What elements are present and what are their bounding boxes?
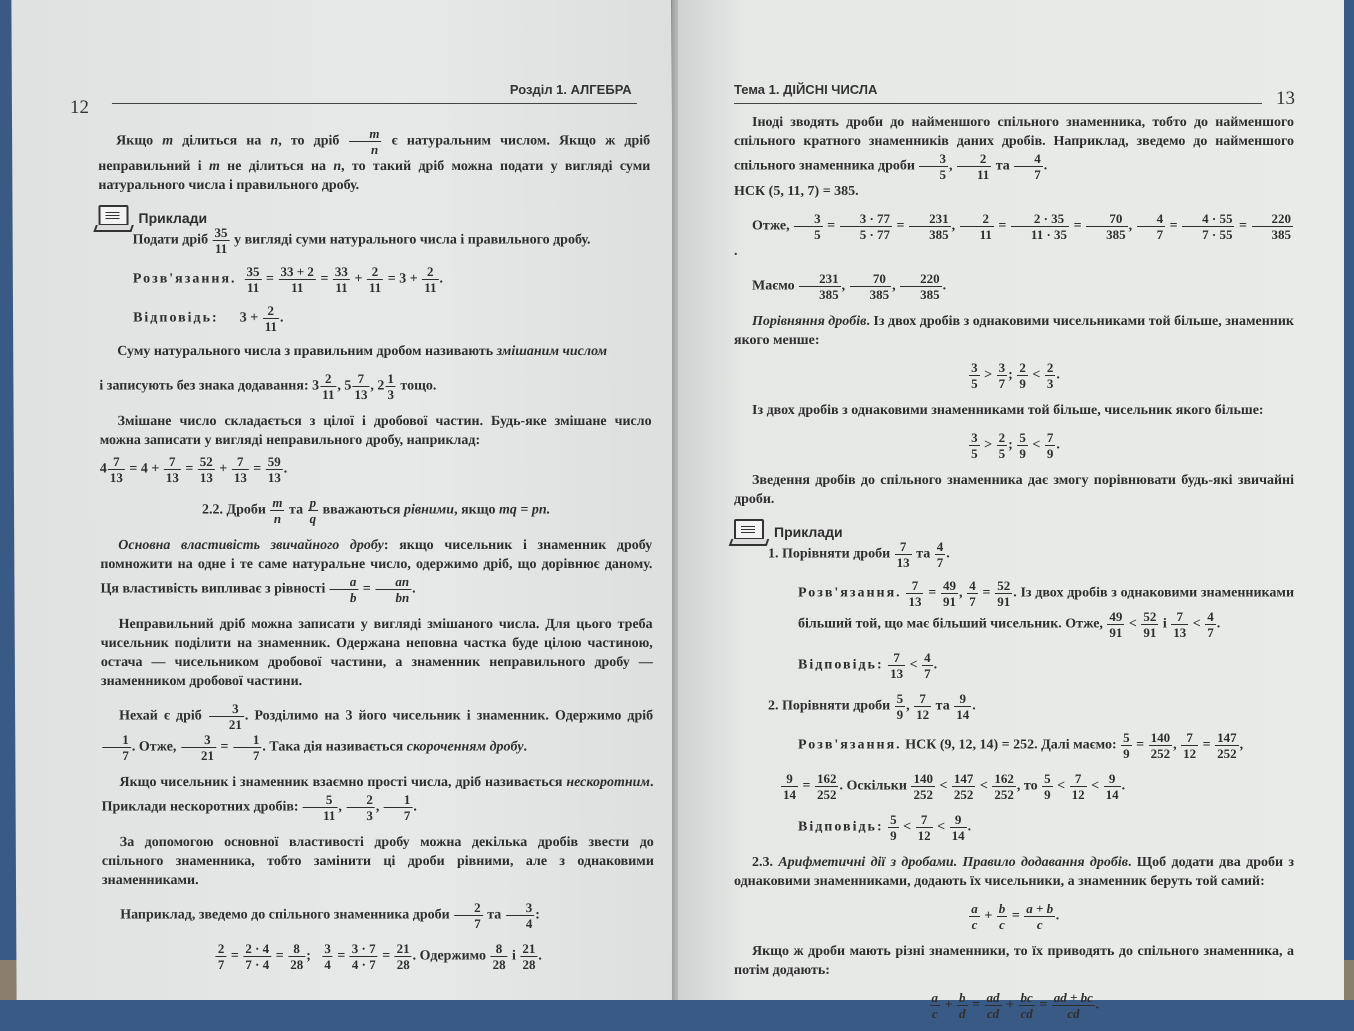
- text: Якщо чисельник і знаменник взаємно прості числа, дріб називається: [119, 775, 563, 790]
- text: : якщо чисельник і знаменник дробу помножити на одне і те саме натуральне число, одержимо дріб, що дорівнює даному. Ця властивість випливає з рівності: [100, 538, 653, 597]
- text: Отже,: [752, 218, 790, 234]
- term: Основна властивість звичайного дробу: [118, 538, 384, 553]
- header-rule: [112, 103, 637, 104]
- term: нескоротним: [566, 775, 651, 790]
- text: . Отже,: [131, 739, 177, 755]
- text: Суму натурального числа з правильним дробом називають: [117, 344, 494, 359]
- text: Іноді зводять дроби до найменшого спільного знаменника, тобто до найменшого спільного кратного знаменників даних дробів. Наприклад, зведемо до найменшого спільного знаменника дроби: [734, 115, 1294, 174]
- text: НСК (5, 11, 7) = 385.: [734, 184, 859, 199]
- text: тощо.: [400, 378, 437, 394]
- text: . Оскільки: [839, 778, 907, 794]
- page-number: 13: [1276, 88, 1295, 109]
- text: Одержимо: [419, 948, 487, 964]
- text: та: [916, 546, 931, 562]
- text: Із двох дробів з однаковими знаменниками той більше, чисельник якого більше:: [752, 403, 1264, 418]
- text: . Щоб додати два дроби з однаковими знаменниками, додають їх чисельники, а знаменник беруть той самий:: [734, 855, 1295, 889]
- text: і: [511, 948, 516, 964]
- text: 2.2. Дроби: [201, 502, 266, 518]
- text: . Із двох дробів з однаковими чисельниками той більше, знаменник якого менше:: [734, 314, 1294, 348]
- text: Наприклад, зведемо до спільного знаменника дроби: [120, 907, 450, 923]
- text: . Із двох дробів з однаковими знаменниками більший той, що має більший чисельник. Отже,: [798, 585, 1295, 632]
- right-text: Іноді зводять дроби до найменшого спільного знаменника, тобто до найменшого спільного кратного знаменників даних дробів. Наприклад, зведемо до найменшого спільного знаменника дроби $\frac{3}{5}$ , $\frac{2}{11}$ та $\frac{4}{7}$ . НСК (5, 11, 7) = 385. Отже, $\frac{3}{5}$ = $\frac{3 \cdot 77}{5 \cdot 77}$ = $\frac{231}{385}$ , $\frac{2}{11}$ = $\frac{2 \cdot 35}{11 \cdot 35}$ = $\frac{70}{385}$ , $\frac{4}{7}$ = $\frac{4 \cdot 55}{7 \cdot 55}$ = $\frac{220}{385}$ . Маємо $\frac{231}{385}$ , $\frac{70}{385}$ , $\frac{220}{385}$ . Порівняння дробів. Із двох дробів з однаковими чисельниками той більше, знаменник якого менше: $\frac{3}{5}$ > $\frac{3}{7}$ ; $\frac{2}{9}$ < $\frac{2}{3}$ . Із двох дробів з однаковими знаменниками той більше, чисельник якого більше: $\frac{3}{5}$ > $\frac{2}{5}$ ; $\frac{5}{9}$ < $\frac{7}{9}$ . Зведення дробів до спільного знаменника дає змогу порівнювати будь-які звичайні дроби. Приклади 1. Порівняти дроби $\frac{7}{13}$ та $\frac{4}{7}$ . Розв'язання. $\frac{7}{13}$ = $\frac{49}{91}$ , $\frac{4}{7}$ = $\frac{52}{91}$ . Із двох дробів з однаковими знаменниками більший той, що має більший чисельник. Отже, $\frac{49}{91}$ < $\frac{52}{91}$ і $\frac{7}{13}$ < $\frac{4}{7}$ . Відповідь: $\frac{7}{13}$ < $\frac{4}{7}$ . 2. Порівняти дроби $\frac{5}{9}$ , $\frac{7}{12}$ та $\frac{9}{14}$ . Розв'язання. НСК (9, 12, 14) = 252. Далі маємо: $\frac{5}{9}$ = $\frac{140}{252}$ , $\frac{7}{12}$ = $\frac{147}{252}$ , $\frac{9}{14}$ = $\frac{162}{252}$ . Оскільки $\frac{140}{252}$ < $\frac{147}{252}$ < $\frac{162}{252}$ , то $\frac{5}{9}$ < $\frac{7}{12}$ < $\frac{9}{14}$ . Відповідь: $\frac{5}{9}$ < $\frac{7}{12}$ < $\frac{9}{14}$ . 2.3. Арифметичні дії з дробами. Правило додавання дробів. Щоб додати два дроби з однаковими знаменниками, додають їх чисельники, а знаменник беруть той самий: $\frac{a}{c}$ + $\frac{b}{c}$ = $\frac{a + b}{c}$ . Якщо ж дроби мають різні знаменники, то їх приводять до спільного знаменника, а потім додають: $\frac{a}{c}$ + $\frac{b}{d}$ = $\frac{ad}{cd}$ + $\frac{bc}{cd}$ = $\frac{ad + bc}{cd}$ .: [734, 113, 1294, 1031]
- text: 2. Порівняти дроби: [768, 698, 891, 714]
- text: та: [995, 158, 1010, 174]
- text: НСК (9, 12, 14) = 252. Далі маємо:: [905, 737, 1117, 753]
- answer-label: Відповідь:: [798, 657, 884, 673]
- answer-label: Відповідь:: [798, 819, 884, 835]
- text: та: [935, 698, 950, 714]
- text: Неправильний дріб можна записати у вигляді змішаного числа. Для цього треба чисельник поділити на знаменник. Одержана неповна частка буде цілою частиною, остача — чисельником дробової частини, а знаменник неправильного дробу — знаменником дробової частини.: [100, 617, 653, 689]
- section-title: Арифметичні дії з дробами. Правило додавання дробів: [778, 855, 1128, 870]
- term: скороченням дробу: [406, 739, 524, 755]
- text: та: [487, 907, 502, 923]
- page-number: 12: [69, 97, 89, 118]
- term: змішаним числом: [496, 344, 608, 359]
- term: Порівняння дробів: [752, 314, 867, 329]
- answer-label: Відповідь:: [133, 310, 219, 326]
- text: і записують без знака додавання:: [99, 378, 309, 394]
- solution-label: Розв'язання.: [132, 271, 237, 287]
- running-head: Тема 1. ДІЙСНІ ЧИСЛА: [734, 82, 878, 97]
- solution-label: Розв'язання.: [798, 585, 902, 601]
- text: Якщо: [116, 133, 154, 149]
- text: , то такий дріб можна подати у вигляді суми натурального числа і правильного дробу.: [98, 159, 651, 193]
- text: . Приклади нескоротних дробів:: [101, 775, 654, 815]
- examples-title: Приклади: [774, 523, 843, 540]
- text: , то: [1016, 778, 1038, 794]
- text: Подати дріб: [132, 232, 209, 248]
- text: 1. Порівняти дроби: [768, 546, 891, 562]
- text: не ділиться на: [227, 159, 327, 174]
- header-rule: [734, 103, 1262, 104]
- text: ділиться на: [182, 133, 262, 149]
- text: у вигляді суми натурального числа і правильного дробу.: [234, 232, 591, 248]
- text: За допомогою основної властивості дробу можна декілька дробів звести до спільного знаменника, тобто замінити ці дроби рівними, але з однаковими знаменниками.: [101, 835, 654, 888]
- running-head: Розділ 1. АЛГЕБРА: [509, 82, 632, 97]
- right-page: [678, 0, 1344, 1021]
- text: Нехай є дріб: [119, 708, 202, 724]
- text: Змішане число складається з цілої і дробової частин. Будь-яке змішане число можна записати у вигляді неправильного дробу, наприклад:: [99, 414, 652, 448]
- laptop-icon: [94, 205, 130, 231]
- left-text: Якщо m ділиться на n, то дріб $\frac{m}{n}$ є натуральним числом. Якщо ж дріб неправильний і m не ділиться на n, то такий дріб можна подати у вигляді суми натурального числа і правильного дробу. Приклади Подати дріб $\frac{35}{11}$ у вигляді суми натурального числа і правильного дробу. Розв'язання. $\frac{35}{11}$ = $\frac{33 + 2}{11}$ = $\frac{33}{11}$ + $\frac{2}{11}$ = 3 + $\frac{2}{11}$ . Відповідь: 3 + $\frac{2}{11}$ . Суму натурального числа з правильним дробом називають змішаним числом і записують без знака додавання: 3 $\frac{2}{11}$ , 5 $\frac{7}{13}$ , 2 $\frac{1}{3}$ тощо. Змішане число складається з цілої і дробової частин. Будь-яке змішане число можна записати у вигляді неправильного дробу, наприклад: 4 $\frac{7}{13}$ = 4 + $\frac{7}{13}$ = $\frac{52}{13}$ + $\frac{7}{13}$ = $\frac{59}{13}$ . 2.2. Дроби $\frac{m}{n}$ та $\frac{p}{q}$ вважаються рівними, якщо mq = pn. Основна властивість звичайного дробу: якщо чисельник і знаменник дробу помножити на одне і те саме натуральне число, одержимо дріб, що дорівнює даному. Ця властивість випливає з рівності $\frac{a}{b}$ = $\frac{an}{bn}$ . Неправильний дріб можна записати у вигляді змішаного числа. Для цього треба чисельник поділити на знаменник. Одержана неповна частка буде цілою частиною, остача — чисельником дробової частини, а знаменник неправильного дробу — знаменником дробової частини. Нехай є дріб $\frac{3}{21}$ . Розділимо на 3 його чисельник і знаменник. Одержимо дріб $\frac{1}{7}$ . Отже, $\frac{3}{21}$ = $\frac{1}{7}$ . Така дія називається скороченням дробу. Якщо чисельник і знаменник взаємно прості числа, дріб називається нескоротним. Приклади нескоротних дробів: $\frac{5}{11}$ , $\frac{2}{3}$ , $\frac{1}{7}$ . За допомогою основної властивості дробу можна декілька дробів звести до спільного знаменника, тобто замінити ці дроби рівними, але з однаковими знаменниками. Наприклад, зведемо до спільного знаменника дроби $\frac{2}{7}$ та $\frac{3}{4}$ : $\frac{2}{7}$ = $\frac{2 \cdot 4}{7 \cdot 4}$ = $\frac{8}{28}$ ; $\frac{3}{4}$ = $\frac{3 \cdot 7}{4 \cdot 7}$ = $\frac{21}{28}$ . Одержимо $\frac{8}{28}$ і $\frac{21}{28}$ .: [98, 126, 654, 982]
- section-number: 2.3.: [752, 855, 773, 870]
- text: . Така дія називається: [262, 739, 404, 755]
- left-page: [11, 0, 676, 1000]
- formula: mq = pn.: [498, 502, 551, 518]
- text: є натуральним числом. Якщо ж дріб неправильний і: [98, 133, 651, 174]
- text: , то дріб: [278, 133, 340, 149]
- solution-label: Розв'язання.: [798, 737, 902, 753]
- text: . Розділимо на 3 його чисельник і знаменник. Одержимо дріб: [244, 708, 654, 724]
- text: вважаються: [322, 502, 401, 518]
- term: рівними: [403, 502, 455, 518]
- text: , якщо: [454, 502, 496, 518]
- text: і: [1162, 616, 1167, 632]
- text: та: [288, 502, 304, 518]
- text: Якщо ж дроби мають різні знаменники, то їх приводять до спільного знаменника, а потім додають:: [734, 944, 1294, 978]
- laptop-icon: [730, 519, 766, 545]
- text: Маємо: [752, 278, 795, 294]
- examples-title: Приклади: [138, 209, 208, 226]
- text: Зведення дробів до спільного знаменника дає змогу порівнювати будь-які звичайні дроби.: [734, 473, 1294, 507]
